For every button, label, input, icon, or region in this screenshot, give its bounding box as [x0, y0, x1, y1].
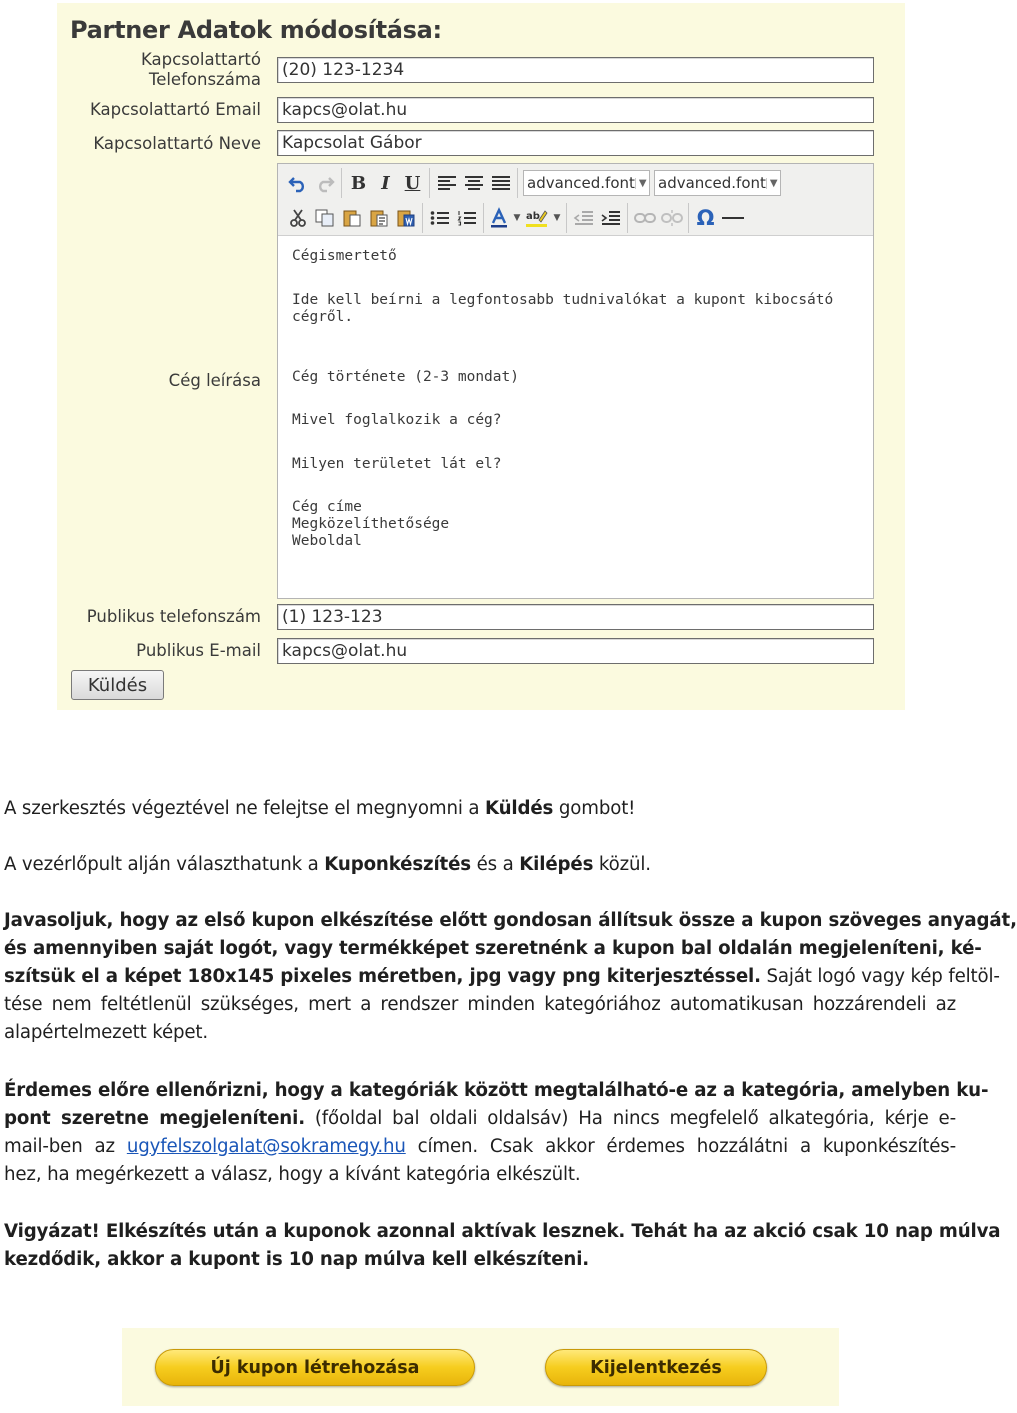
chevron-down-icon: ▼: [766, 178, 778, 189]
public-email-field[interactable]: kapcs@olat.hu: [277, 638, 874, 664]
paste-text-icon[interactable]: [365, 205, 392, 231]
outdent-icon[interactable]: [570, 205, 597, 231]
paragraph-dashboard-options: [4, 851, 956, 879]
contact-phone-field[interactable]: (20) 123-1234: [277, 57, 874, 83]
align-justify-icon[interactable]: [487, 170, 514, 196]
undo-icon[interactable]: [284, 170, 311, 196]
text-run: Saját logó vagy kép feltöl-: [760, 966, 1000, 987]
send-button[interactable]: Küldés: [71, 670, 164, 700]
font-family-select-value: advanced.font: [527, 174, 635, 192]
link-icon[interactable]: [631, 205, 658, 231]
new-coupon-button[interactable]: Új kupon létrehozása: [155, 1349, 475, 1386]
chevron-down-icon[interactable]: ▼: [553, 213, 561, 223]
svg-text:ab: ab: [526, 211, 540, 222]
text-run: címen. Csak akkor érdemes hozzálátni a kuponkészítés-: [405, 1136, 957, 1157]
cut-icon[interactable]: [284, 205, 311, 231]
text-bold: Kuponkészítés: [324, 854, 471, 875]
partner-edit-panel: [57, 3, 905, 710]
numbered-list-icon[interactable]: [453, 205, 480, 231]
text-run: alapértelmezett képet.: [4, 1022, 209, 1043]
special-character-icon[interactable]: Ω: [696, 206, 715, 230]
text-run: és a: [470, 854, 520, 875]
public-email-label: Publikus E-mail: [136, 641, 261, 660]
font-family-select[interactable]: [523, 170, 650, 196]
text-run: közül.: [593, 854, 651, 875]
editor-line: Ide kell beírni a legfontosabb tudnivalókat a kupont kibocsátó: [292, 292, 834, 308]
align-center-icon[interactable]: [460, 170, 487, 196]
copy-icon[interactable]: [311, 205, 338, 231]
text-run: (főoldal bal oldali oldalsáv) Ha nincs megfelelő alkategória, kérje e-: [304, 1108, 956, 1129]
editor-line: Weboldal: [292, 533, 362, 549]
italic-icon[interactable]: I: [381, 172, 390, 194]
editor-line: Milyen területet lát el?: [292, 456, 502, 472]
align-left-icon[interactable]: [433, 170, 460, 196]
bold-icon[interactable]: B: [350, 172, 367, 194]
font-size-select-value: advanced.font: [658, 174, 766, 192]
chevron-down-icon[interactable]: ▼: [513, 213, 521, 223]
text-color-icon[interactable]: [487, 205, 511, 231]
editor-line: cégről.: [292, 309, 354, 325]
text-bold: Érdemes előre ellenőrizni, hogy a kategóriák között megtalálható-e az a kategória, amelyben ku-: [4, 1080, 989, 1101]
editor-line: Mivel foglalkozik a cég?: [292, 412, 502, 428]
text-run: hez, ha megérkezett a válasz, hogy a kívánt kategória elkészült.: [4, 1164, 581, 1185]
dashboard-action-bar: [122, 1328, 839, 1406]
paragraph-category-check: [4, 1077, 989, 1189]
public-phone-field[interactable]: (1) 123-123: [277, 604, 874, 630]
editor-line: Cég története (2-3 mondat): [292, 369, 519, 385]
company-description-editor[interactable]: [277, 163, 874, 599]
contact-phone-label-2: Telefonszáma: [148, 70, 261, 89]
unlink-icon[interactable]: [658, 205, 685, 231]
editor-line: Cég címe: [292, 499, 362, 515]
contact-email-field[interactable]: kapcs@olat.hu: [277, 97, 874, 123]
contact-email-label: Kapcsolattartó Email: [90, 100, 261, 119]
text-bold: kezdődik, akkor a kupont is 10 nap múlva kell elkészíteni.: [4, 1249, 590, 1270]
editor-line: Megközelíthetősége: [292, 516, 450, 532]
editor-toolbar: [278, 164, 873, 236]
text-bold: Kilépés: [519, 854, 594, 875]
bullet-list-icon[interactable]: [426, 205, 453, 231]
company-description-label: Cég leírása: [168, 371, 261, 390]
paste-icon[interactable]: [338, 205, 365, 231]
logout-button[interactable]: Kijelentkezés: [545, 1349, 767, 1386]
text-run: tése nem feltétlenül szükséges, mert a rendszer minden kategóriához automatikusan hozzárendeli az: [4, 994, 956, 1015]
paragraph-warning: [4, 1218, 1001, 1274]
text-bold: pont szeretne megjeleníteni.: [4, 1108, 305, 1129]
text-run: A szerkesztés végeztével ne felejtse el megnyomni a: [4, 798, 485, 819]
text-run: mail-ben az: [4, 1136, 127, 1157]
text-bold: Javasoljuk, hogy az első kupon elkészítése előtt gondosan állítsuk össze a kupon szöveges anyagát,: [4, 910, 1017, 931]
text-run: gombot!: [553, 798, 636, 819]
highlight-color-icon[interactable]: [523, 205, 551, 231]
paste-word-icon[interactable]: [392, 205, 419, 231]
panel-title: Partner Adatok módosítása:: [70, 16, 442, 44]
text-run: A vezérlőpult alján választhatunk a: [4, 854, 325, 875]
text-bold: és amennyiben saját logót, vagy termékképet szeretnénk a kupon bal oldalán megjeleníteni, ké-: [4, 938, 982, 959]
editor-line: Cégismertető: [292, 248, 397, 264]
support-email-link[interactable]: ugyfelszolgalat@sokramegy.hu: [126, 1136, 406, 1157]
text-bold: Küldés: [485, 798, 554, 819]
indent-icon[interactable]: [597, 205, 624, 231]
paragraph-logo-advice: [4, 907, 1017, 1047]
underline-icon[interactable]: U: [404, 172, 421, 194]
font-size-select[interactable]: [654, 170, 781, 196]
contact-name-field[interactable]: Kapcsolat Gábor: [277, 130, 874, 156]
contact-phone-label-1: Kapcsolattartó: [141, 50, 261, 69]
paragraph-save-reminder: [4, 795, 956, 823]
public-phone-label: Publikus telefonszám: [86, 607, 261, 626]
horizontal-rule-icon[interactable]: [719, 205, 746, 231]
contact-name-label: Kapcsolattartó Neve: [93, 134, 261, 153]
text-bold: szítsük el a képet 180x145 pixeles méretben, jpg vagy png kiterjesztéssel.: [4, 966, 761, 987]
text-bold: Vigyázat! Elkészítés után a kuponok azonnal aktívak lesznek. Tehát ha az akció csak 10 nap múlva: [4, 1221, 1001, 1242]
redo-icon[interactable]: [311, 170, 338, 196]
chevron-down-icon: ▼: [635, 178, 647, 189]
